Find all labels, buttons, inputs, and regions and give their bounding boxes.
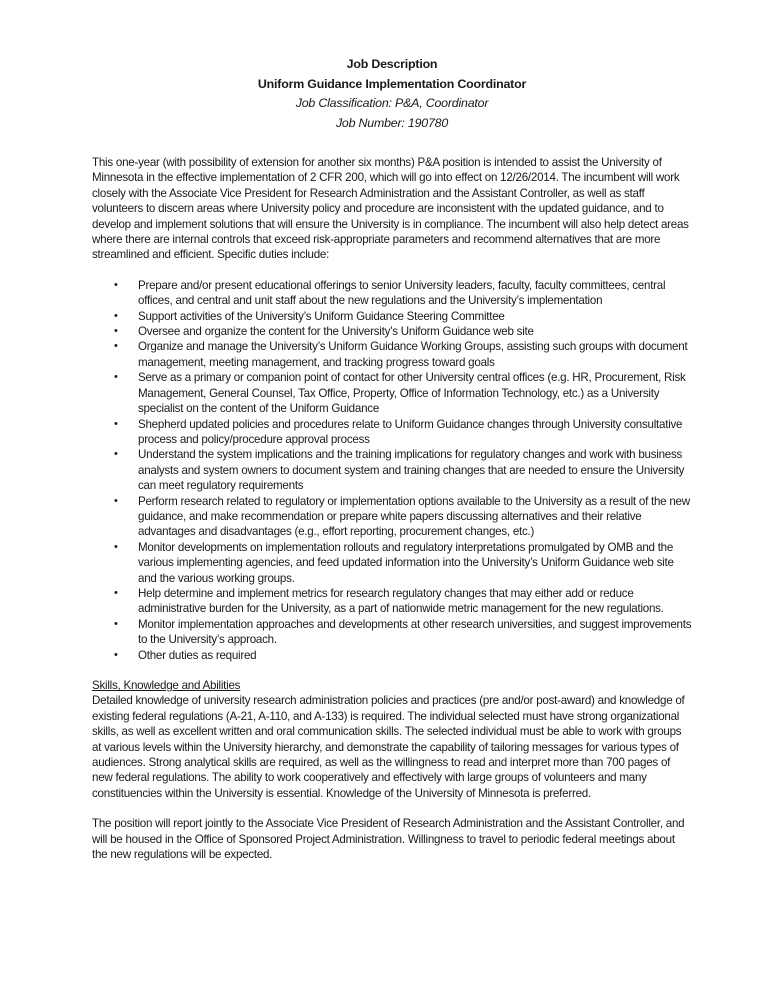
- closing-paragraph: The position will report jointly to the Associate Vice President of Research Administration and the Assistant Controller, and will be housed in the Office of Sponsored Project Administration. Willingness to travel to periodic federal meetings about the new regulations will be expected.: [92, 817, 685, 862]
- intro-paragraph: This one-year (with possibility of extension for another six months) P&A position is intended to assist the University of Minnesota in the effective implementation of 2 CFR 200, which will go into effect on 12/26/2014. The incumbent will work closely with the Associate Vice President for Research Administration and the Assistant Controller, as well as staff volunteers to discern areas where University policy and procedure are inconsistent with the updated guidance, and to develop and implement solutions that will ensure the University is in compliance. The incumbent will also help detect areas where there are internal controls that exceed risk-appropriate parameters and recommend alternatives that are more streamlined and efficient. Specific duties include:: [92, 156, 689, 262]
- duty-text: Shepherd updated policies and procedures relate to Uniform Guidance changes through University consultative process and policy/procedure approval process: [138, 417, 683, 446]
- bullet-icon: •: [114, 278, 118, 291]
- duty-text: Organize and manage the University’s Uniform Guidance Working Groups, assisting such groups with document management, meeting management, and tracking progress toward goals: [138, 340, 688, 369]
- duty-text: Perform research related to regulatory or implementation options available to the University as a result of the new guidance, and make recommendation or prepare white papers discussing alternatives and their relative advantages and disadvantages (e.g., effort reporting, procurement changes, etc.): [138, 494, 690, 539]
- bullet-icon: •: [114, 325, 118, 338]
- list-item: [92, 278, 692, 309]
- position-title: Uniform Guidance Implementation Coordinator: [257, 76, 527, 91]
- bullet-icon: •: [114, 617, 118, 630]
- duty-text: Understand the system implications and the training implications for regulatory changes and work with business analysts and system owners to document system and training changes that are needed to ensure the University can meet regulatory requirements: [138, 448, 685, 493]
- duties-list: [92, 278, 692, 663]
- duty-text: Support activities of the University’s Uniform Guidance Steering Committee: [138, 309, 505, 323]
- list-item: [92, 540, 692, 586]
- list-item: [92, 586, 692, 617]
- duty-text: Help determine and implement metrics for research regulatory changes that may either add or reduce administrative burden for the University, as a part of nationwide metric management for the new regulations.: [138, 586, 664, 616]
- skills-section-title: Skills, Knowledge and Abilities: [92, 679, 241, 692]
- list-item: [92, 324, 692, 339]
- document-title: Job Description: [346, 57, 438, 71]
- bullet-icon: •: [114, 371, 118, 384]
- job-classification: Job Classification: P&A, Coordinator: [295, 96, 489, 110]
- job-number: Job Number: 190780: [335, 115, 449, 130]
- list-item: [92, 447, 692, 493]
- bullet-icon: •: [114, 648, 118, 661]
- duty-text: Serve as a primary or companion point of contact for other University central offices (e.g. HR, Procurement, Risk Management, General Counsel, Tax Office, Property, Office of Information Technology, etc.) as a University specialist on the content of the Uniform Guidance: [138, 371, 686, 416]
- list-item: [92, 417, 692, 448]
- document-header: [92, 55, 692, 133]
- duty-text: Oversee and organize the content for the University’s Uniform Guidance web site: [138, 325, 534, 339]
- duty-text: Other duties as required: [138, 648, 257, 662]
- list-item: [92, 339, 692, 370]
- bullet-icon: •: [114, 309, 118, 322]
- bullet-icon: •: [114, 540, 118, 553]
- list-item: [92, 648, 692, 663]
- duty-text: Prepare and/or present educational offerings to senior University leaders, faculty, faculty committees, central offices, and central and unit staff about the new regulations and the University’s implementation: [138, 278, 666, 308]
- duty-text: Monitor implementation approaches and developments at other research universities, and suggest improvements to the University’s approach.: [138, 617, 692, 647]
- skills-paragraph: Detailed knowledge of university research administration policies and practices (pre and/or post-award) and knowledge of existing federal regulations (A-21, A-110, and A-133) is required. The individual selected must have strong organizational skills, as well as excellent written and oral communication skills. The selected individual must be able to work with groups at various levels within the University hierarchy, and demonstrate the capability of tailoring messages for various types of audiences. Strong analytical skills are required, as well as the willingness to read and interpret more than 700 pages of new federal regulations. The ability to work cooperatively and effectively with large groups of volunteers and many constituencies within the University is essential. Knowledge of the University of Minnesota is preferred.: [92, 694, 685, 800]
- bullet-icon: •: [114, 340, 118, 353]
- document-page: [92, 0, 692, 862]
- bullet-icon: •: [114, 417, 118, 430]
- bullet-icon: •: [114, 448, 118, 461]
- list-item: [92, 494, 692, 540]
- bullet-icon: •: [114, 586, 118, 599]
- list-item: [92, 370, 692, 416]
- duty-text: Monitor developments on implementation rollouts and regulatory interpretations promulgated by OMB and the various implementing agencies, and feed updated information into the University’s Uniform Guidance web site and the various working groups.: [138, 540, 674, 585]
- list-item: [92, 309, 692, 324]
- bullet-icon: •: [114, 494, 118, 507]
- list-item: [92, 617, 692, 648]
